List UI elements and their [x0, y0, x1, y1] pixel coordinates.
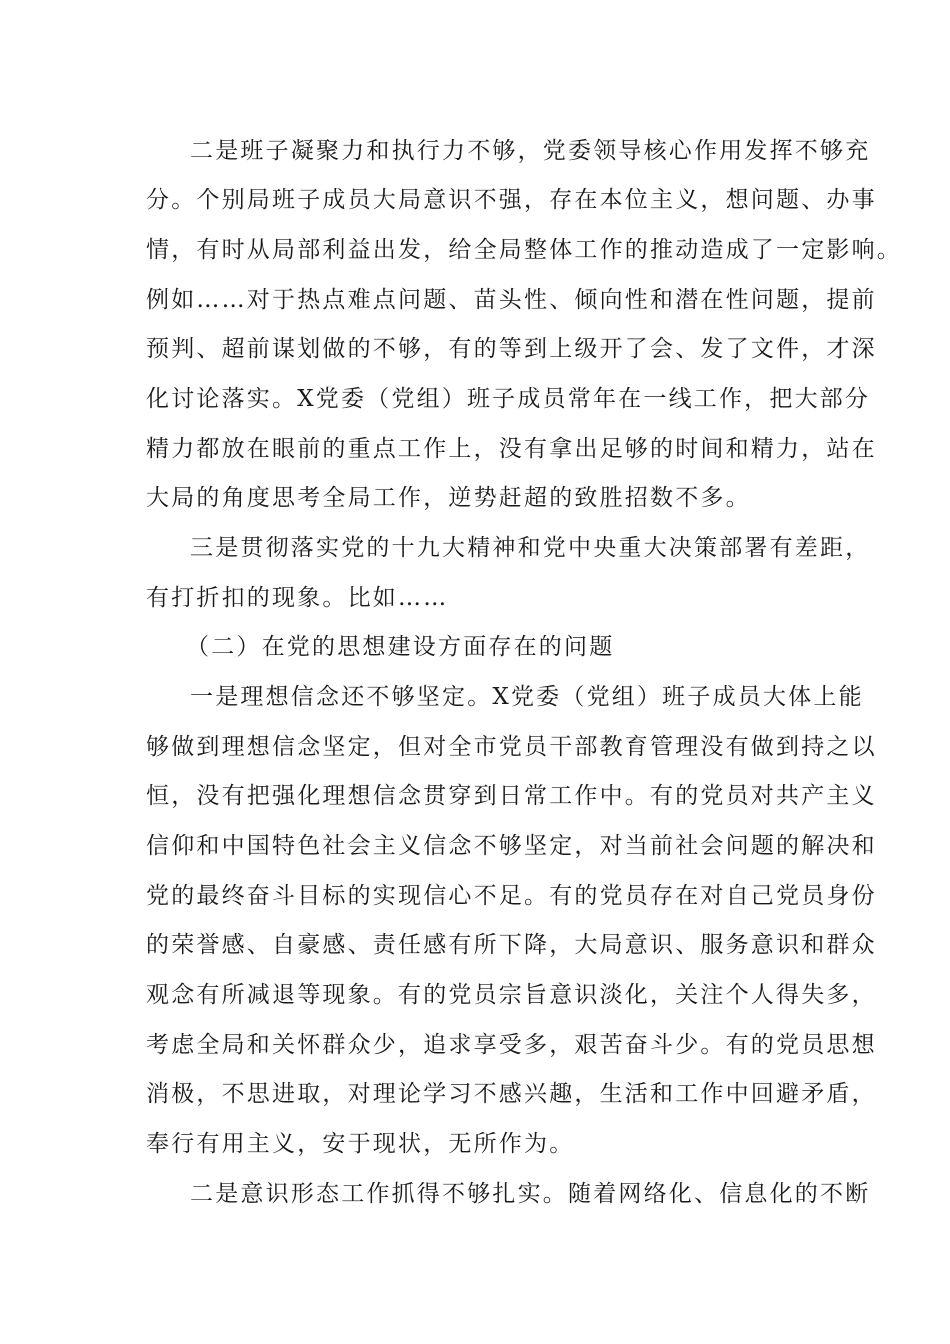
- paragraph-line: 够做到理想信念坚定，但对全市党员干部教育管理没有做到持之以: [146, 734, 877, 760]
- paragraph-line: 考虑全局和关怀群众少，追求享受多，艰苦奋斗少。有的党员思想: [146, 1032, 877, 1058]
- paragraph-line: 恒，没有把强化理想信念贯穿到日常工作中。有的党员对共产主义: [146, 783, 877, 809]
- paragraph-line: 大局的角度思考全局工作，逆势赶超的致胜招数不多。: [146, 485, 751, 511]
- paragraph-line: 二是班子凝聚力和执行力不够，党委领导核心作用发挥不够充: [190, 138, 871, 164]
- paragraph-line: 的荣誉感、自豪感、责任感有所下降，大局意识、服务意识和群众: [146, 932, 877, 958]
- paragraph-line: 精力都放在眼前的重点工作上，没有拿出足够的时间和精力，站在: [146, 436, 877, 462]
- paragraph-line: 有打折扣的现象。比如……: [146, 585, 449, 611]
- paragraph-line: 信仰和中国特色社会主义信念不够坚定，对当前社会问题的解决和: [146, 833, 877, 859]
- paragraph-line: 二是意识形态工作抓得不够扎实。随着网络化、信息化的不断: [190, 1181, 871, 1207]
- paragraph-line: 三是贯彻落实党的十九大精神和党中央重大决策部署有差距，: [190, 535, 871, 561]
- paragraph-line: 分。个别局班子成员大局意识不强，存在本位主义，想问题、办事: [146, 187, 877, 213]
- paragraph-line: 预判、超前谋划做的不够，有的等到上级开了会、发了文件，才深: [146, 336, 877, 362]
- section-heading: （二）在党的思想建设方面存在的问题: [186, 634, 615, 660]
- paragraph-line: 一是理想信念还不够坚定。X党委（党组）班子成员大体上能: [190, 684, 864, 710]
- paragraph-line: 消极，不思进取，对理论学习不感兴趣，生活和工作中回避矛盾，: [146, 1081, 877, 1107]
- paragraph-line: 观念有所减退等现象。有的党员宗旨意识淡化，关注个人得失多，: [146, 982, 877, 1008]
- paragraph-line: 情，有时从局部利益出发，给全局整体工作的推动造成了一定影响。: [146, 237, 902, 263]
- paragraph-line: 奉行有用主义，安于现状，无所作为。: [146, 1131, 575, 1157]
- paragraph-line: 化讨论落实。X党委（党组）班子成员常年在一线工作，把大部分: [146, 386, 871, 412]
- paragraph-line: 党的最终奋斗目标的实现信心不足。有的党员存在对自己党员身份: [146, 883, 877, 909]
- paragraph-line: 例如……对于热点难点问题、苗头性、倾向性和潜在性问题，提前: [146, 287, 877, 313]
